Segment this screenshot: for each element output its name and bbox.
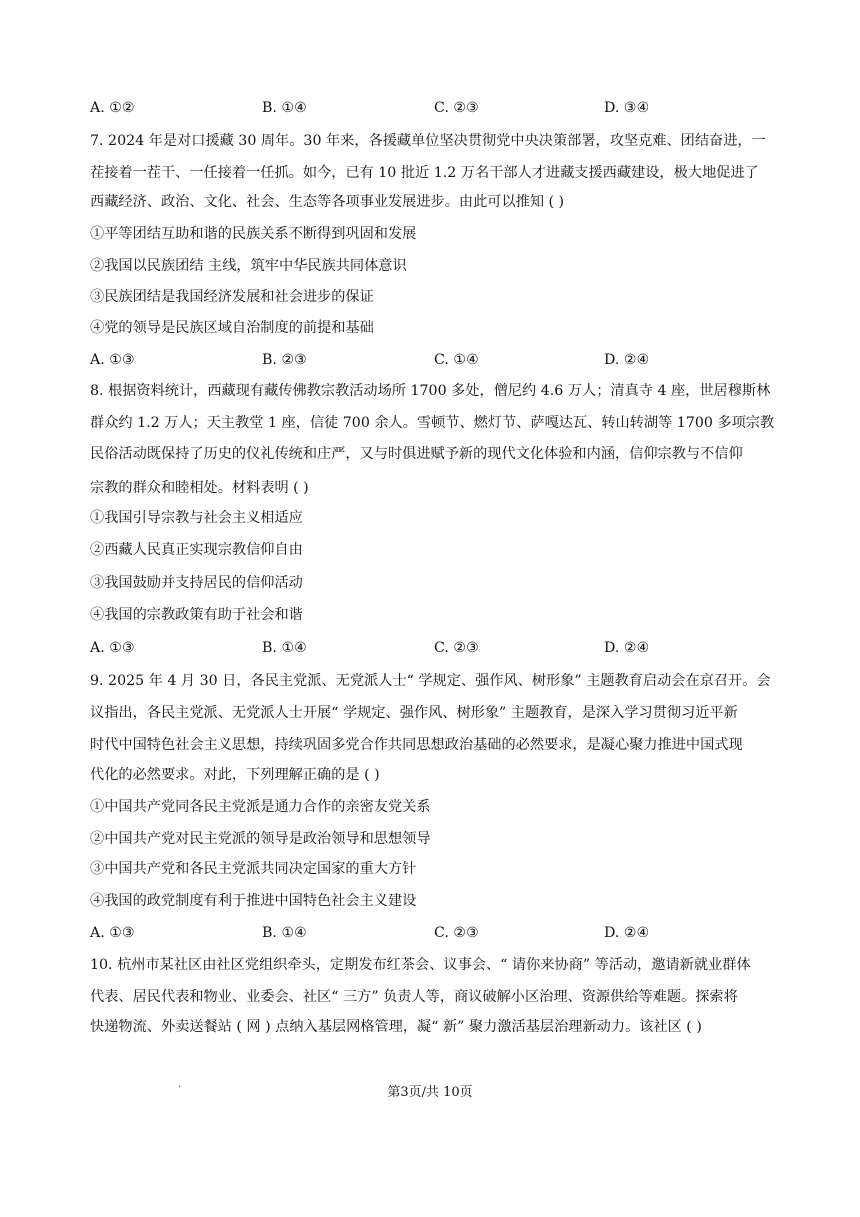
q7-option-d: D. ②④: [604, 352, 650, 368]
q7-options: [90, 350, 790, 370]
q7-stem-line-1: 7. 2024 年是对口援藏 30 周年。30 年来，各援藏单位坚决贯彻党中央决策部署，攻坚克难、团结奋进，一: [90, 133, 766, 149]
q8-item-1: ①我国引导宗教与社会主义相适应: [90, 510, 303, 526]
q9-item-4: ④我国的政党制度有利于推进中国特色社会主义建设: [90, 893, 417, 909]
q8-item-4: ④我国的宗教政策有助于社会和谐: [90, 607, 303, 623]
q10-stem-line-1: 10. 杭州市某社区由社区党组织牵头，定期发布红茶会、议事会、“ 请你来协商” 等活动，邀请新就业群体: [90, 957, 751, 973]
q7-item-3: ③民族团结是我国经济发展和社会进步的保证: [90, 289, 374, 305]
q8-option-d: D. ②④: [604, 640, 650, 656]
q6-option-c: C. ②③: [434, 100, 479, 116]
q8-option-b: B. ①④: [262, 640, 307, 656]
q7-stem-line-3: 西藏经济、政治、文化、社会、生态等各项事业发展进步。由此可以推知 ( ): [90, 194, 565, 210]
q7-option-c: C. ①④: [434, 352, 479, 368]
q7-option-b: B. ②③: [262, 352, 307, 368]
q8-stem-line-3: 民俗活动既保持了历史的仪礼传统和庄严，又与时俱进赋予新的现代文化体验和内涵，信仰宗教与不信仰: [90, 446, 743, 462]
q7-stem-line-2: 茬接着一茬干、一任接着一任抓。如今，已有 10 批近 1.2 万名干部人才进藏支援西藏建设，极大地促进了: [90, 165, 759, 181]
q8-item-3: ③我国鼓励并支持居民的信仰活动: [90, 575, 303, 591]
footer-dot: ·: [178, 1082, 182, 1093]
q9-option-c: C. ②③: [434, 925, 479, 941]
q9-stem-line-2: 议指出，各民主党派、无党派人士开展“ 学规定、强作风、树形象” 主题教育，是深入学习贯彻习近平新: [90, 705, 738, 721]
q9-option-b: B. ①④: [262, 925, 307, 941]
q9-stem-line-1: 9. 2025 年 4 月 30 日，各民主党派、无党派人士“ 学规定、强作风、树形象” 主题教育启动会在京召开。会: [90, 673, 771, 689]
q6-option-d: D. ③④: [604, 100, 650, 116]
q6-options: [90, 98, 790, 118]
q8-item-2: ②西藏人民真正实现宗教信仰自由: [90, 542, 303, 558]
q9-stem-line-4: 代化的必然要求。对此，下列理解正确的是 ( ): [90, 767, 380, 783]
q6-option-b: B. ①④: [262, 100, 307, 116]
q8-stem-line-1: 8. 根据资料统计，西藏现有藏传佛教宗教活动场所 1700 多处，僧尼约 4.6 万人；清真寺 4 座，世居穆斯林: [90, 383, 771, 399]
q9-option-a: A. ①③: [90, 925, 135, 941]
q10-stem-line-2: 代表、居民代表和物业、业委会、社区“ 三方” 负责人等，商议破解小区治理、资源供给等难题。探索将: [90, 989, 738, 1005]
q7-item-1: ①平等团结互助和谐的民族关系不断得到巩固和发展: [90, 226, 417, 242]
q9-stem-line-3: 时代中国特色社会主义思想，持续巩固多党合作共同思想政治基础的必然要求，是凝心聚力推进中国式现: [90, 737, 743, 753]
q8-option-a: A. ①③: [90, 640, 135, 656]
q8-stem-line-4: 宗教的群众和睦相处。材料表明 ( ): [90, 480, 309, 496]
q8-stem-line-2: 群众约 1.2 万人；天主教堂 1 座，信徒 700 余人。雪顿节、燃灯节、萨嘎达瓦、转山转湖等 1700 多项宗教: [90, 415, 775, 431]
q8-option-c: C. ②③: [434, 640, 479, 656]
q9-item-3: ③中国共产党和各民主党派共同决定国家的重大方针: [90, 861, 417, 877]
q7-option-a: A. ①③: [90, 352, 135, 368]
q9-option-d: D. ②④: [604, 925, 650, 941]
q9-options: [90, 923, 790, 943]
q6-option-a: A. ①②: [90, 100, 135, 116]
q9-item-1: ①中国共产党同各民主党派是通力合作的亲密友党关系: [90, 799, 431, 815]
q10-stem-line-3: 快递物流、外卖送餐站 ( 网 ) 点纳入基层网格管理，凝“ 新” 聚力激活基层治理新动力。该社区 ( ): [90, 1019, 702, 1035]
q7-item-4: ④党的领导是民族区域自治制度的前提和基础: [90, 320, 374, 336]
q7-item-2: ②我国以民族团结 主线，筑牢中华民族共同体意识: [90, 258, 407, 274]
q8-options: [90, 638, 790, 658]
q9-item-2: ②中国共产党对民主党派的领导是政治领导和思想领导: [90, 831, 431, 847]
page-number: 第3页/共 10页: [387, 1085, 473, 1100]
